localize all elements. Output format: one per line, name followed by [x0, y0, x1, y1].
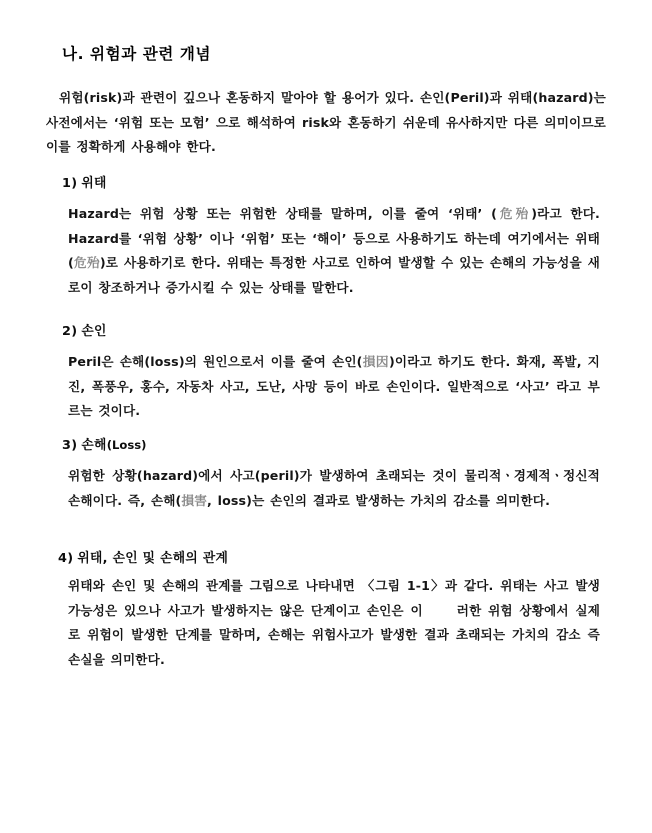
section-1-text-c: )로 사용하기로 한다. 위태는 특정한 사고로 인하여 발생할 수 있는 손해의 가능성을 새로이 창조하거나 증가시킬 수 있는 상태를 말한다.: [68, 255, 600, 295]
section-title-2: 손인: [81, 324, 107, 339]
section-4-text-b: 러한 위험 상황에서 실제로 위험이 발생한 단계를 말하며, 손해는 위험사고가 발생한 결과 초래되는 가치의 감소 즉 손실을 의미한다.: [68, 602, 601, 667]
section-title-1: 위태: [81, 176, 107, 191]
intro-paragraph: [46, 86, 606, 160]
hanja-gloss-sonhae: 損害: [181, 492, 207, 508]
intro-text: 위험(risk)과 관련이 깊으나 혼동하지 말아야 할 용어가 있다. 손인(Peril)과 위태(hazard)는 사전에서는 ‘위험 또는 모험’ 으로 해석하여 risk와 혼동하기 쉬운데 유사하지만 다른 의미이므로 이를 정확하게 사용해야 한다.: [46, 90, 606, 155]
section-1-text-b: )라고 한다. Hazard를 ‘위험 상황’ 이나 ‘위험’ 또는 ‘해이’ 등으로 사용하기도 하는데 여기에서는 위태(: [68, 206, 600, 271]
page-title: 나. 위험과 관련 개념: [62, 45, 212, 63]
section-number-2: 2): [62, 324, 78, 339]
section-2-text-a: Peril은 손해(loss)의 원인으로서 이를 줄여 손인(: [68, 354, 363, 369]
section-heading-3: [62, 434, 146, 453]
section-body-3: [68, 464, 600, 513]
section-title-3-latin: (Loss): [106, 438, 147, 452]
section-heading-4: [58, 547, 228, 566]
section-body-1: [68, 202, 600, 300]
section-body-4: [68, 574, 600, 672]
section-heading-2: [62, 320, 107, 339]
section-title-4: 위태, 손인 및 손해의 관계: [77, 551, 229, 566]
hanja-gloss-wital-2: 危殆: [73, 255, 100, 271]
section-body-2: [68, 350, 600, 424]
section-2-text-b: )이라고 하기도 한다. 화재, 폭발, 지진, 폭풍우, 홍수, 자동차 사고, 도난, 사망 등이 바로 손인이다. 일반적으로 ‘사고’ 라고 부르는 것이다.: [68, 354, 600, 419]
section-3-text-a: 위험한 상황(hazard)에서 사고(peril)가 발생하여 초래되는 것이 물리적ㆍ경제적ㆍ정신적 손해이다. 즉, 손해(: [68, 468, 600, 508]
section-number-4: 4): [58, 551, 74, 566]
hanja-gloss-sonin: 損因: [362, 354, 389, 369]
section-number-3: 3): [62, 438, 78, 453]
section-4-text-a: 위태와 손인 및 손해의 관계를 그림으로 나타내면 〈그림 1-1〉과 같다. 위태는 사고 발생 가능성은 있으나 사고가 발생하지는 않은 단계이고 손인은 이: [68, 578, 600, 618]
section-title-3: 손해: [81, 438, 107, 453]
hanja-gloss-wital-1: 危殆: [497, 206, 532, 221]
section-1-text-a: Hazard는 위험 상황 또는 위험한 상태를 말하며, 이를 줄여 ‘위태’ (: [68, 206, 498, 221]
section-3-text-b: , loss)는 손인의 결과로 발생하는 가치의 감소를 의미한다.: [206, 492, 551, 508]
section-number-1: 1): [62, 176, 78, 191]
section-heading-1: [62, 172, 107, 191]
